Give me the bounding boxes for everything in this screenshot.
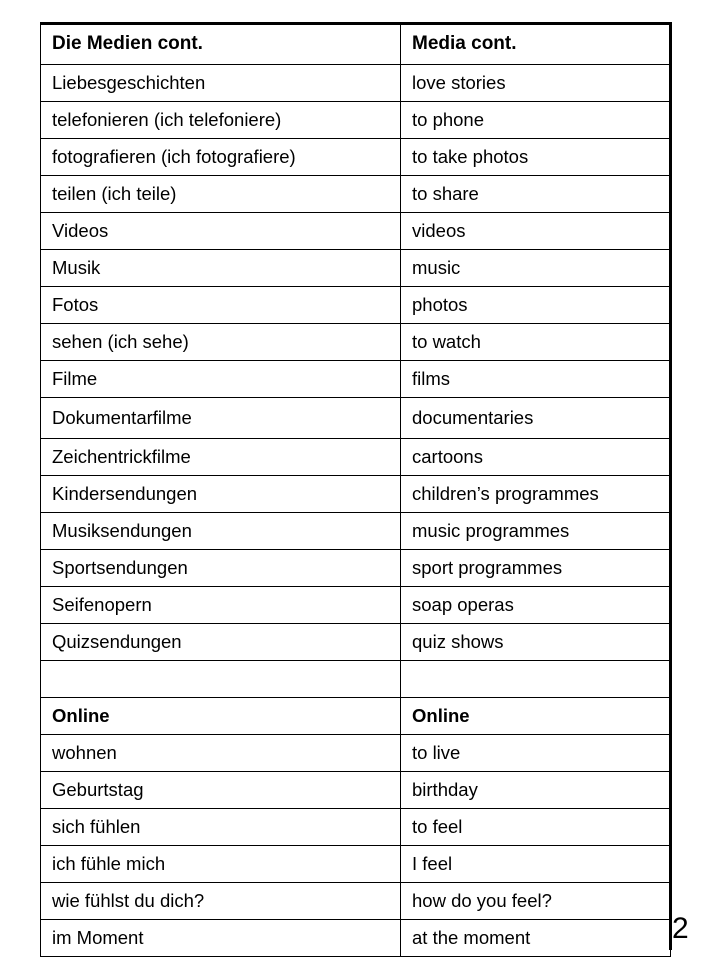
german-cell: Dokumentarfilme — [41, 398, 401, 439]
german-cell: Quizsendungen — [41, 624, 401, 661]
table-row — [41, 735, 671, 772]
table-row — [41, 398, 671, 439]
german-cell: Musik — [41, 250, 401, 287]
page-number: 2 — [672, 912, 689, 945]
english-cell: quiz shows — [401, 624, 671, 661]
german-cell: Fotos — [41, 287, 401, 324]
english-cell: documentaries — [401, 398, 671, 439]
german-cell: wohnen — [41, 735, 401, 772]
table-row — [41, 65, 671, 102]
english-cell: birthday — [401, 772, 671, 809]
german-cell: teilen (ich teile) — [41, 176, 401, 213]
table-row — [41, 809, 671, 846]
table-row — [41, 439, 671, 476]
english-cell: films — [401, 361, 671, 398]
english-cell: music programmes — [401, 513, 671, 550]
german-cell: Filme — [41, 361, 401, 398]
german-cell: Videos — [41, 213, 401, 250]
english-cell: sport programmes — [401, 550, 671, 587]
table-row — [41, 361, 671, 398]
english-cell: to feel — [401, 809, 671, 846]
english-cell: love stories — [401, 65, 671, 102]
german-cell: Sportsendungen — [41, 550, 401, 587]
english-cell: photos — [401, 287, 671, 324]
german-cell: Kindersendungen — [41, 476, 401, 513]
german-cell — [41, 661, 401, 698]
german-cell: fotografieren (ich fotografiere) — [41, 139, 401, 176]
german-cell: Zeichentrickfilme — [41, 439, 401, 476]
english-cell: to share — [401, 176, 671, 213]
english-cell: Online — [401, 698, 671, 735]
english-cell: to take photos — [401, 139, 671, 176]
table-row — [41, 920, 671, 957]
empty-row — [41, 661, 671, 698]
english-cell: to live — [401, 735, 671, 772]
english-cell: videos — [401, 213, 671, 250]
header-english: Media cont. — [401, 23, 671, 65]
german-cell: im Moment — [41, 920, 401, 957]
english-cell: at the moment — [401, 920, 671, 957]
table-row — [41, 102, 671, 139]
english-cell: how do you feel? — [401, 883, 671, 920]
table-row — [41, 513, 671, 550]
table-row — [41, 883, 671, 920]
english-cell: cartoons — [401, 439, 671, 476]
table-row — [41, 772, 671, 809]
table-header-row — [41, 23, 671, 65]
section-heading-row — [41, 698, 671, 735]
english-cell: music — [401, 250, 671, 287]
english-cell: to phone — [401, 102, 671, 139]
table-row — [41, 587, 671, 624]
german-cell: sehen (ich sehe) — [41, 324, 401, 361]
german-cell: Liebesgeschichten — [41, 65, 401, 102]
table-row — [41, 139, 671, 176]
english-cell — [401, 661, 671, 698]
table-row — [41, 213, 671, 250]
table-row — [41, 324, 671, 361]
german-cell: Geburtstag — [41, 772, 401, 809]
table-row — [41, 287, 671, 324]
english-cell: I feel — [401, 846, 671, 883]
english-cell: to watch — [401, 324, 671, 361]
header-german: Die Medien cont. — [41, 23, 401, 65]
table-row — [41, 624, 671, 661]
table-row — [41, 846, 671, 883]
german-cell: ich fühle mich — [41, 846, 401, 883]
table-row — [41, 250, 671, 287]
german-cell: telefonieren (ich telefoniere) — [41, 102, 401, 139]
german-cell: wie fühlst du dich? — [41, 883, 401, 920]
vocabulary-sheet — [40, 22, 670, 957]
german-cell: Seifenopern — [41, 587, 401, 624]
german-cell: sich fühlen — [41, 809, 401, 846]
english-cell: children’s programmes — [401, 476, 671, 513]
english-cell: soap operas — [401, 587, 671, 624]
vocabulary-table — [40, 22, 671, 957]
table-row — [41, 550, 671, 587]
table-row — [41, 176, 671, 213]
german-cell: Musiksendungen — [41, 513, 401, 550]
table-row — [41, 476, 671, 513]
german-cell: Online — [41, 698, 401, 735]
